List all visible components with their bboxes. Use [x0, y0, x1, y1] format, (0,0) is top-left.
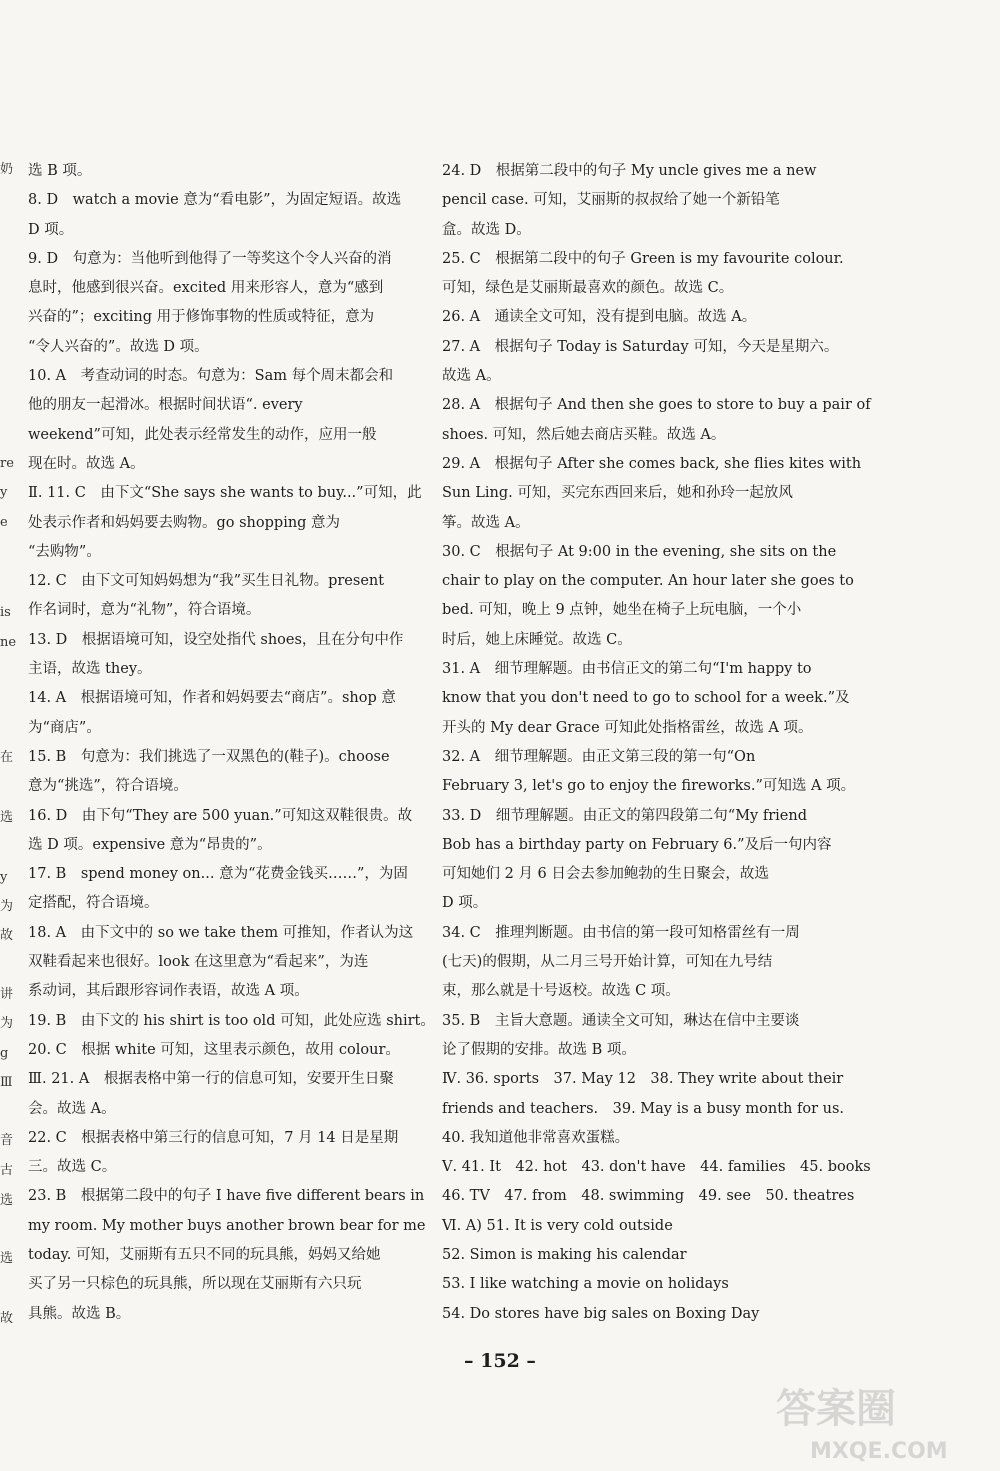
answer-line: 27. A 根据句子 Today is Saturday 可知，今天是星期六。 — [442, 338, 839, 355]
answer-line: Bob has a birthday party on February 6.”及后一句内容 — [442, 836, 832, 853]
answer-line: Ⅲ. 21. A 根据表格中第一行的信息可知，安要开生日聚 — [28, 1071, 394, 1088]
answer-line: 10. A 考查动词的时态。句意为：Sam 每个周末都会和 — [28, 368, 394, 385]
gutter-fragment: 音 — [0, 1133, 14, 1148]
answer-line: 开头的 My dear Grace 可知此处指格雷丝，故选 A 项。 — [442, 719, 813, 736]
gutter-fragment: 奶 — [0, 162, 14, 177]
answer-line: 14. A 根据语境可知，作者和妈妈要去“商店”。shop 意 — [28, 690, 396, 707]
answer-line: 买了另一只棕色的玩具熊，所以现在艾丽斯有六只玩 — [28, 1276, 362, 1293]
answer-column-right — [442, 157, 871, 1329]
answer-line: D 项。 — [442, 895, 488, 912]
answer-line: 可知，绿色是艾丽斯最喜欢的颜色。故选 C。 — [442, 280, 734, 297]
answer-line: know that you don't need to go to school for a week.”及 — [442, 690, 850, 707]
answer-line: 为“商店”。 — [28, 719, 101, 736]
answer-line: 26. A 通读全文可知，没有提到电脑。故选 A。 — [442, 309, 757, 326]
answer-line: Sun Ling. 可知，买完东西回来后，她和孙玲一起放风 — [442, 485, 793, 502]
answer-line: weekend”可知，此处表示经常发生的动作，应用一般 — [28, 426, 377, 443]
answer-line: 24. D 根据第二段中的句子 My uncle gives me a new — [442, 163, 817, 179]
answer-line: Ⅱ. 11. C 由下文“She says she wants to buy...”可知，此 — [28, 485, 422, 502]
answer-line: bed. 可知，晚上 9 点钟，她坐在椅子上玩电脑，一个小 — [442, 602, 802, 619]
answer-line: 33. D 细节理解题。由正文的第四段第二句“My friend — [442, 807, 807, 824]
gutter-fragment: Ⅲ — [0, 1075, 13, 1090]
answer-line: Ⅳ. 36. sports 37. May 12 38. They write about their — [442, 1071, 844, 1088]
gutter-fragment: 为 — [0, 1016, 14, 1031]
answer-line: 兴奋的”；exciting 用于修饰事物的性质或特征，意为 — [28, 309, 375, 326]
answer-line: pencil case. 可知，艾丽斯的叔叔给了她一个新铅笔 — [442, 192, 780, 209]
answer-line: 8. D watch a movie 意为“看电影”，为固定短语。故选 — [28, 192, 402, 209]
answer-column-left — [28, 157, 435, 1329]
answer-line: 筝。故选 A。 — [442, 514, 530, 531]
gutter-fragment: 在 — [0, 750, 14, 765]
answer-line: 9. D 句意为：当他听到他得了一等奖这个令人兴奋的消 — [28, 250, 392, 267]
answer-line: 处表示作者和妈妈要去购物。go shopping 意为 — [28, 514, 341, 531]
answer-line: 30. C 根据句子 At 9:00 in the evening, she sits on the — [442, 543, 837, 560]
answer-line: 他的朋友一起滑冰。根据时间状语“. every — [28, 397, 303, 414]
answer-line: 20. C 根据 white 可知，这里表示颜色，故用 colour。 — [28, 1041, 400, 1058]
answer-line: 34. C 推理判断题。由书信的第一段可知格雷丝有一周 — [442, 924, 800, 941]
answer-line: 三。故选 C。 — [28, 1159, 117, 1176]
answer-line: 系动词，其后跟形容词作表语，故选 A 项。 — [28, 983, 309, 1000]
gutter-fragment: 选 — [0, 1251, 14, 1266]
gutter-fragment: e — [0, 515, 8, 530]
answer-line: 盒。故选 D。 — [442, 221, 531, 238]
answer-line: (七天)的假期，从二月三号开始计算，可知在九号结 — [442, 954, 773, 971]
gutter-fragment: 为 — [0, 899, 14, 914]
answer-line: 18. A 由下文中的 so we take them 可推知，作者认为这 — [28, 924, 414, 941]
gutter-fragment: 故 — [0, 1311, 14, 1326]
answer-line: 双鞋看起来也很好。look 在这里意为“看起来”，为连 — [28, 954, 369, 971]
answer-line: 29. A 根据句子 After she comes back, she flies kites with — [442, 455, 862, 472]
answer-line: 22. C 根据表格中第三行的信息可知，7 月 14 日是星期 — [28, 1129, 399, 1146]
answer-line: 选 B 项。 — [28, 163, 92, 179]
answer-line: my room. My mother buys another brown bear for me — [28, 1217, 426, 1234]
gutter-fragment: y — [0, 870, 8, 885]
watermark-logo — [770, 1380, 995, 1466]
answer-line: “去购物”。 — [28, 543, 101, 560]
answer-line: 时后，她上床睡觉。故选 C。 — [442, 631, 632, 648]
answer-line: “令人兴奋的”。故选 D 项。 — [28, 338, 209, 355]
gutter-fragment: 古 — [0, 1163, 14, 1178]
answer-line: 40. 我知道他非常喜欢蛋糕。 — [442, 1129, 630, 1146]
answer-line: 故选 A。 — [442, 368, 501, 385]
answer-line: 17. B spend money on... 意为“花费金钱买……”，为固 — [28, 866, 408, 883]
gutter-fragment: re — [0, 456, 14, 471]
gutter-fragment: ne — [0, 635, 17, 650]
gutter-fragment: y — [0, 485, 8, 500]
answer-line: February 3, let's go to enjoy the fireworks.”可知选 A 项。 — [442, 778, 856, 795]
answer-line: 16. D 由下句“They are 500 yuan.”可知这双鞋很贵。故 — [28, 807, 413, 824]
answer-line: 论了假期的安排。故选 B 项。 — [442, 1041, 636, 1058]
gutter-fragment: is — [0, 605, 11, 620]
answer-line: 46. TV 47. from 48. swimming 49. see 50. theatres — [442, 1188, 855, 1205]
answer-line: 束，那么就是十号返校。故选 C 项。 — [442, 983, 680, 1000]
gutter-fragment: 选 — [0, 810, 14, 825]
answer-line: 25. C 根据第二段中的句子 Green is my favourite colour. — [442, 250, 844, 267]
answer-line: 可知她们 2 月 6 日会去参加鲍勃的生日聚会，故选 — [442, 866, 769, 883]
answer-line: 具熊。故选 B。 — [28, 1305, 131, 1322]
answer-line: 作名词时，意为“礼物”，符合语境。 — [28, 602, 261, 619]
answer-line: 53. I like watching a movie on holidays — [442, 1276, 729, 1293]
answer-line: 定搭配，符合语境。 — [28, 895, 159, 912]
answer-line: 12. C 由下文可知妈妈想为“我”买生日礼物。present — [28, 573, 385, 590]
watermark-url: MXQE.COM — [810, 1439, 948, 1464]
answer-line: 54. Do stores have big sales on Boxing Day — [442, 1305, 760, 1322]
answer-line: shoes. 可知，然后她去商店买鞋。故选 A。 — [442, 426, 726, 443]
answer-line: 52. Simon is making his calendar — [442, 1246, 687, 1263]
gutter-fragment: 故 — [0, 928, 14, 943]
answer-line: Ⅴ. 41. It 42. hot 43. don't have 44. families 45. books — [442, 1159, 871, 1176]
answer-line: 28. A 根据句子 And then she goes to store to buy a pair of — [442, 397, 871, 414]
answer-line: 23. B 根据第二段中的句子 I have five different bears in — [28, 1188, 425, 1205]
answer-line: 现在时。故选 A。 — [28, 455, 145, 472]
answer-line: 15. B 句意为：我们挑选了一双黑色的(鞋子)。choose — [28, 748, 390, 765]
answer-line: 32. A 细节理解题。由正文第三段的第一句“On — [442, 748, 756, 765]
gutter-fragment: 选 — [0, 1193, 14, 1208]
answer-line: 35. B 主旨大意题。通读全文可知，琳达在信中主要谈 — [442, 1012, 800, 1029]
gutter-fragment: 讲 — [0, 987, 14, 1002]
answer-line: D 项。 — [28, 221, 74, 238]
answer-line: friends and teachers. 39. May is a busy month for us. — [442, 1100, 845, 1117]
gutter-fragment: g — [0, 1046, 9, 1061]
answer-line: 意为“挑选”，符合语境。 — [28, 778, 188, 795]
answer-line: 19. B 由下文的 his shirt is too old 可知，此处应选 shirt。 — [28, 1012, 435, 1029]
answer-line: 主语，故选 they。 — [28, 661, 152, 678]
left-gutter-fragments — [0, 0, 17, 1471]
answer-line: today. 可知，艾丽斯有五只不同的玩具熊，妈妈又给她 — [28, 1246, 381, 1263]
answer-line: 31. A 细节理解题。由书信正文的第二句“I'm happy to — [442, 661, 812, 678]
page-number: – 152 – — [464, 1350, 536, 1372]
answer-line: Ⅵ. A) 51. It is very cold outside — [442, 1217, 673, 1234]
answer-line: 13. D 根据语境可知，设空处指代 shoes，且在分句中作 — [28, 631, 404, 648]
answer-line: 选 D 项。expensive 意为“昂贵的”。 — [28, 836, 272, 853]
watermark-title: 答案圈 — [776, 1386, 896, 1432]
answer-line: 息时，他感到很兴奋。excited 用来形容人，意为“感到 — [28, 280, 384, 297]
answer-line: 会。故选 A。 — [28, 1100, 116, 1117]
answer-line: chair to play on the computer. An hour later she goes to — [442, 573, 854, 590]
